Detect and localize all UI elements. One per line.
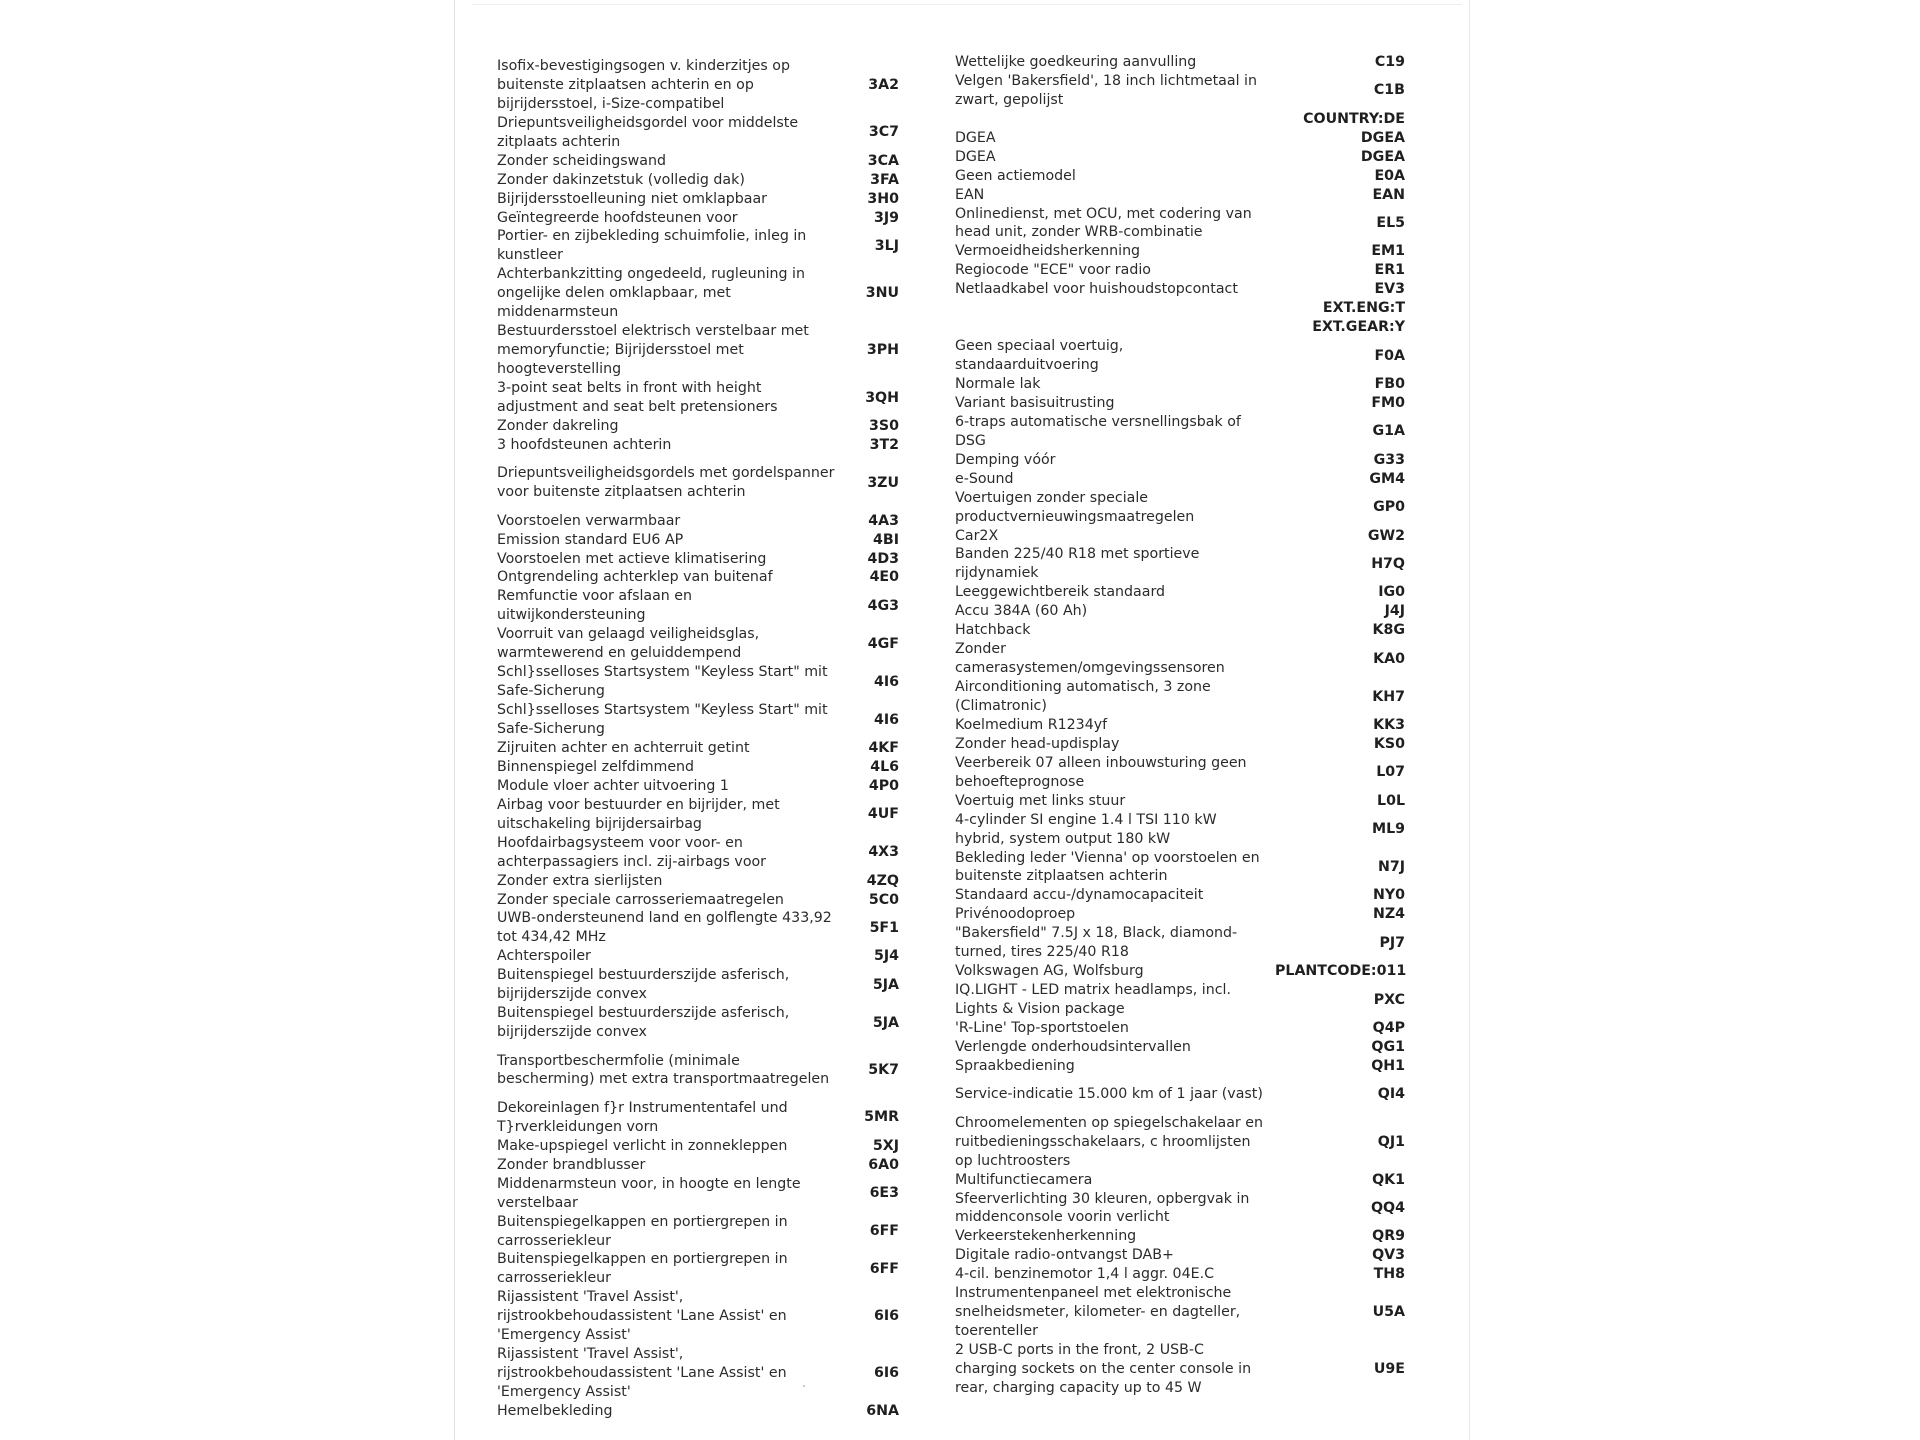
option-description: Remfunctie voor afslaan en uitwijkondersteuning — [497, 588, 693, 624]
option-description: Hatchback — [955, 622, 1031, 639]
option-description: DGEA — [955, 129, 996, 146]
option-code: 3J9 — [873, 209, 899, 226]
option-row — [497, 265, 967, 322]
option-row — [497, 1250, 967, 1288]
option-description: 4-cylinder SI engine 1.4 l TSI 110 kW hybrid, system output 180 kW — [955, 811, 1217, 847]
option-row — [497, 1137, 967, 1156]
option-code: K8G — [1372, 622, 1405, 639]
option-description: Voertuigen zonder speciale productvernieuwingsmaatregelen — [955, 489, 1195, 525]
option-code: 3FA — [870, 171, 899, 188]
option-description: Middenarmsteun voor, in hoogte en lengte verstelbaar — [497, 1175, 801, 1211]
option-row — [955, 167, 1405, 186]
option-code: U9E — [1373, 1360, 1405, 1377]
option-code: KH7 — [1372, 688, 1405, 705]
option-row — [955, 735, 1405, 754]
option-row — [497, 663, 967, 701]
option-description: 3-point seat belts in front with height adjustment and seat belt pretensioners — [497, 380, 778, 416]
option-row — [497, 171, 967, 190]
option-code: 3S0 — [869, 417, 899, 434]
option-code: 4E0 — [869, 569, 899, 586]
option-row — [955, 280, 1405, 299]
option-code: 3NU — [865, 285, 899, 302]
option-row — [955, 527, 1405, 546]
option-code: FM0 — [1371, 394, 1405, 411]
option-row — [497, 1402, 967, 1421]
option-description: Buitenspiegelkappen en portiergrepen in carrosseriekleur — [497, 1213, 788, 1249]
option-row — [497, 1213, 967, 1251]
option-code: COUNTRY:DE — [1303, 110, 1405, 127]
option-row — [955, 1038, 1405, 1057]
option-code: NZ4 — [1372, 906, 1405, 923]
option-row — [955, 545, 1405, 583]
option-description: Driepuntsveiligheidsgordels met gordelspanner voor buitenste zitplaatsen achterin — [497, 465, 835, 501]
option-row — [955, 129, 1405, 148]
option-code: PLANTCODE:011 — [1275, 963, 1407, 980]
option-row — [497, 455, 967, 512]
option-code: GP0 — [1373, 499, 1405, 516]
option-row — [955, 1284, 1405, 1341]
option-code: QR9 — [1372, 1228, 1405, 1245]
option-code: KS0 — [1373, 735, 1405, 752]
option-code: 4BI — [873, 531, 899, 548]
option-code: 4GF — [867, 635, 899, 652]
option-row — [955, 1076, 1405, 1114]
option-description: Banden 225/40 R18 met sportieve rijdynamiek — [955, 546, 1200, 582]
option-code: 5K7 — [868, 1062, 899, 1078]
option-description: Vermoeidheidsherkenning — [955, 243, 1141, 260]
option-row — [955, 205, 1405, 243]
option-code: EXT.ENG:T — [1322, 300, 1405, 317]
option-code: EL5 — [1376, 214, 1405, 231]
option-code: EV3 — [1374, 281, 1405, 298]
option-description: Hemelbekleding — [497, 1403, 613, 1420]
option-row — [497, 209, 967, 228]
option-row — [955, 621, 1405, 640]
option-row — [497, 587, 967, 625]
option-description: Achterbankzitting ongedeeld, rugleuning in ongelijke delen omklapbaar, met middenarmsteun — [497, 266, 805, 321]
option-row — [497, 550, 967, 569]
option-row — [955, 849, 1405, 887]
option-description: Wettelijke goedkeuring aanvulling — [955, 54, 1197, 70]
option-description: Car2X — [955, 527, 999, 544]
option-row — [955, 242, 1405, 261]
option-description: Voorstoelen met actieve klimatisering — [497, 550, 767, 567]
option-description: Geen actiemodel — [955, 167, 1076, 184]
option-description: Schl}sselloses Startsystem "Keyless Start" mit Safe-Sicherung — [497, 702, 828, 738]
option-code: 5F1 — [869, 919, 899, 936]
option-description: Voertuig met links stuur — [955, 792, 1126, 809]
option-code: 5J4 — [873, 948, 899, 965]
option-code: N7J — [1377, 859, 1405, 875]
scan-top-edge — [472, 4, 1462, 5]
option-code: G33 — [1373, 451, 1405, 468]
option-description: UWB-ondersteunend land en golflengte 433,92 tot 434,42 MHz — [497, 910, 832, 946]
option-description: Koelmedium R1234yf — [955, 716, 1108, 733]
option-code: PXC — [1373, 991, 1405, 1008]
option-code: DGEA — [1360, 148, 1405, 165]
option-description: Hoofdairbagsysteem voor voor- en achterpassagiers incl. zij-airbags voor — [497, 834, 767, 870]
option-code: F0A — [1374, 347, 1405, 364]
option-row — [955, 640, 1405, 678]
option-description: EAN — [955, 186, 985, 203]
option-description: Transportbeschermfolie (minimale bescherming) met extra transportmaatregelen — [497, 1052, 830, 1088]
option-row — [497, 1004, 967, 1042]
option-description: Airbag voor bestuurder en bijrijder, met uitschakeling bijrijdersairbag — [497, 796, 780, 832]
option-description: Voorstoelen verwarmbaar — [497, 512, 681, 529]
option-description: IQ.LIGHT - LED matrix headlamps, incl. Lights & Vision package — [955, 982, 1231, 1018]
option-code: L0L — [1377, 792, 1405, 809]
option-code: 5XJ — [872, 1137, 899, 1154]
option-row — [497, 1175, 967, 1213]
option-row — [497, 57, 967, 114]
option-description: Normale lak — [955, 375, 1041, 392]
option-description: Verkeerstekenherkenning — [955, 1228, 1137, 1245]
option-description: DGEA — [955, 148, 996, 165]
option-row — [955, 754, 1405, 792]
option-code: J4J — [1384, 603, 1405, 620]
option-code: ER1 — [1374, 262, 1405, 279]
option-description: Leeggewichtbereik standaard — [955, 584, 1166, 601]
option-code: 4L6 — [870, 758, 899, 775]
option-description: 4-cil. benzinemotor 1,4 l aggr. 04E.C — [955, 1266, 1214, 1283]
option-row — [955, 470, 1405, 489]
option-row — [955, 1265, 1405, 1284]
option-code: 3QH — [865, 389, 899, 406]
option-code: 4A3 — [868, 512, 899, 529]
option-description: Buitenspiegelkappen en portiergrepen in carrosseriekleur — [497, 1251, 788, 1287]
option-description: Rijassistent 'Travel Assist', rijstrookbehoudassistent 'Lane Assist' en 'Emergency Assist' — [497, 1289, 787, 1344]
option-code: Q4P — [1372, 1020, 1405, 1037]
option-code: IG0 — [1378, 584, 1405, 601]
option-row — [497, 1042, 967, 1099]
option-description: Emission standard EU6 AP — [497, 531, 684, 548]
option-row — [497, 436, 967, 455]
option-row — [497, 531, 967, 550]
option-description: Buitenspiegel bestuurderszijde asferisch, bijrijderszijde convex — [497, 967, 790, 1003]
option-row — [955, 148, 1405, 167]
option-code: 5JA — [872, 976, 899, 993]
option-description: Verlengde onderhoudsintervallen — [955, 1038, 1191, 1055]
option-row — [955, 1341, 1405, 1398]
option-code: E0A — [1374, 167, 1405, 184]
option-row — [955, 413, 1405, 451]
option-row — [497, 758, 967, 777]
option-description: Multifunctiecamera — [955, 1171, 1093, 1188]
option-code: TH8 — [1373, 1266, 1405, 1283]
option-row — [497, 512, 967, 531]
option-code: 3C7 — [868, 124, 899, 141]
option-code: 5MR — [864, 1109, 899, 1126]
option-row — [497, 796, 967, 834]
option-row — [497, 568, 967, 587]
option-description: Volkswagen AG, Wolfsburg — [955, 963, 1144, 980]
option-row — [497, 1345, 967, 1402]
option-code: PJ7 — [1379, 934, 1405, 951]
option-row — [955, 451, 1405, 470]
option-row — [497, 114, 967, 152]
option-code: 3A2 — [868, 76, 899, 93]
option-description: Regiocode "ECE" voor radio — [955, 262, 1151, 279]
option-code: FB0 — [1374, 375, 1405, 392]
option-row — [497, 379, 967, 417]
option-description: Variant basisuitrusting — [955, 394, 1115, 411]
option-description: Netlaadkabel voor huishoudstopcontact — [955, 281, 1238, 298]
option-description: Zonder extra sierlijsten — [497, 872, 663, 889]
option-description: Isofix-bevestigingsogen v. kinderzitjes op buitenste zitplaatsen achterin en op bijrijdersstoel, i-Size-compatibel — [497, 58, 790, 112]
option-row — [955, 318, 1405, 337]
option-row — [955, 489, 1405, 527]
option-code: L07 — [1376, 764, 1405, 781]
option-row — [497, 1288, 967, 1345]
option-code: C1B — [1373, 82, 1405, 99]
option-row — [955, 962, 1405, 981]
option-description: Rijassistent 'Travel Assist', rijstrookbehoudassistent 'Lane Assist' en 'Emergency Assist' — [497, 1346, 787, 1401]
option-code: 3T2 — [869, 436, 899, 453]
option-description: Zonder dakreling — [497, 417, 619, 434]
option-description: Geïntegreerde hoofdsteunen voor — [497, 209, 738, 226]
option-description: Accu 384A (60 Ah) — [955, 603, 1088, 620]
option-description: Chroomelementen op spiegelschakelaar en ruitbedieningsschakelaars, c hroomlijsten op luchtroosters — [955, 1114, 1263, 1169]
option-description: Driepuntsveiligheidsgordel voor middelste zitplaats achterin — [497, 114, 799, 150]
option-code: 3CA — [867, 152, 899, 169]
option-row — [497, 417, 967, 436]
option-description: Zonder head-updisplay — [955, 735, 1120, 752]
option-description: Buitenspiegel bestuurderszijde asferisch, bijrijderszijde convex — [497, 1005, 790, 1041]
option-code: ML9 — [1371, 821, 1405, 838]
option-code: 5C0 — [868, 891, 899, 908]
option-code: DGEA — [1360, 129, 1405, 146]
option-description: Binnenspiegel zelfdimmend — [497, 758, 695, 775]
option-code: QQ4 — [1371, 1199, 1405, 1216]
option-code: 3ZU — [867, 474, 899, 491]
option-code: 6A0 — [868, 1156, 899, 1173]
option-description: Make-upspiegel verlicht in zonnekleppen — [497, 1137, 788, 1154]
option-description: Zonder scheidingswand — [497, 152, 666, 169]
option-row — [497, 322, 967, 379]
option-description: Spraakbediening — [955, 1057, 1075, 1074]
option-row — [497, 625, 967, 663]
left-equipment-column — [497, 57, 967, 1421]
option-code: 4I6 — [873, 711, 899, 728]
option-row — [955, 110, 1405, 129]
option-code: 4X3 — [868, 844, 899, 861]
option-code: GM4 — [1369, 470, 1405, 487]
option-row — [955, 583, 1405, 602]
option-row — [955, 1246, 1405, 1265]
option-description: Module vloer achter uitvoering 1 — [497, 777, 729, 794]
option-code: EXT.GEAR:Y — [1312, 319, 1405, 336]
option-row — [955, 337, 1405, 375]
option-code: KK3 — [1373, 716, 1405, 733]
option-row — [955, 678, 1405, 716]
option-code: 6E3 — [869, 1185, 899, 1202]
option-description: Standaard accu-/dynamocapaciteit — [955, 887, 1204, 904]
option-row — [497, 1099, 967, 1137]
option-code: 6I6 — [873, 1308, 899, 1325]
option-row — [497, 701, 967, 739]
option-code: 3LJ — [874, 237, 899, 254]
option-description: Voorruit van gelaagd veiligheidsglas, warmtewerend en geluiddempend — [497, 626, 760, 662]
option-row — [497, 777, 967, 796]
option-row — [955, 1114, 1405, 1171]
option-row — [955, 602, 1405, 621]
option-description: Onlinedienst, met OCU, met codering van head unit, zonder WRB-combinatie — [955, 205, 1252, 241]
option-description: Instrumentenpaneel met elektronische snelheidsmeter, kilometer- en dagteller, toerenteller — [955, 1285, 1241, 1340]
option-row — [497, 739, 967, 758]
option-description: Demping vóór — [955, 451, 1056, 468]
option-row — [955, 905, 1405, 924]
option-code: NY0 — [1372, 887, 1405, 904]
option-code: KA0 — [1373, 650, 1405, 667]
option-row — [955, 394, 1405, 413]
option-description: Dekoreinlagen f}r Instrumententafel und T}rverkleidungen vorn — [497, 1099, 788, 1135]
option-code: U5A — [1372, 1304, 1405, 1321]
option-row — [955, 716, 1405, 735]
option-description: Velgen 'Bakersfield', 18 inch lichtmetaal in zwart, gepolijst — [955, 72, 1257, 108]
option-description: 3 hoofdsteunen achterin — [497, 436, 672, 453]
option-row — [955, 1057, 1405, 1076]
option-code: 4ZQ — [866, 872, 899, 889]
option-row — [955, 375, 1405, 394]
option-description: Zonder dakinzetstuk (volledig dak) — [497, 171, 745, 188]
option-code: GW2 — [1367, 527, 1405, 544]
option-code: 6NA — [866, 1403, 899, 1420]
option-description: Zijruiten achter en achterruit getint — [497, 739, 750, 756]
option-description: Airconditioning automatisch, 3 zone (Climatronic) — [955, 679, 1211, 714]
option-row — [497, 190, 967, 209]
option-description: Digitale radio-ontvangst DAB+ — [955, 1247, 1174, 1264]
option-code: G1A — [1372, 423, 1405, 440]
option-description: Service-indicatie 15.000 km of 1 jaar (vast) — [955, 1086, 1263, 1103]
option-code: 6FF — [869, 1223, 899, 1240]
option-description: "Bakersfield" 7.5J x 18, Black, diamond-turned, tires 225/40 R18 — [955, 925, 1238, 961]
option-code: 6FF — [869, 1260, 899, 1277]
option-row — [497, 1156, 967, 1175]
option-description: e-Sound — [955, 470, 1014, 487]
option-row — [497, 872, 967, 891]
option-row — [497, 834, 967, 872]
option-row — [497, 947, 967, 966]
option-description: Zonder brandblusser — [497, 1156, 646, 1173]
option-row — [497, 152, 967, 171]
option-description: Bestuurdersstoel elektrisch verstelbaar met memoryfunctie; Bijrijdersstoel met hoogteverstelling — [497, 323, 809, 378]
option-code: EM1 — [1371, 243, 1405, 260]
option-row — [955, 1227, 1405, 1246]
right-equipment-column — [955, 53, 1405, 1398]
option-description: Sfeerverlichting 30 kleuren, opbergvak in middenconsole voorin verlicht — [955, 1190, 1250, 1226]
option-row — [955, 261, 1405, 280]
option-description: 2 USB-C ports in the front, 2 USB-C charging sockets on the center console in rear, charging capacity up to 45 W — [955, 1342, 1252, 1396]
option-description: 6-traps automatische versnellingsbak of DSG — [955, 413, 1241, 449]
option-code: 6I6 — [873, 1365, 899, 1382]
option-row — [955, 1190, 1405, 1228]
option-code: 4P0 — [868, 777, 899, 794]
option-code: EAN — [1372, 186, 1405, 203]
option-code: QJ1 — [1377, 1133, 1405, 1150]
option-code: 4UF — [867, 806, 899, 823]
option-code: QI4 — [1377, 1086, 1405, 1103]
option-row — [497, 909, 967, 947]
option-code: QG1 — [1371, 1038, 1405, 1055]
option-code: QH1 — [1371, 1057, 1405, 1074]
option-row — [497, 891, 967, 910]
option-code: 4D3 — [867, 550, 899, 567]
option-row — [955, 924, 1405, 962]
option-description: Geen speciaal voertuig, standaarduitvoering — [955, 338, 1124, 374]
option-row — [955, 186, 1405, 205]
scan-speck — [803, 1385, 805, 1387]
option-code: 4I6 — [873, 673, 899, 690]
option-row — [955, 981, 1405, 1019]
option-row — [955, 886, 1405, 905]
option-code: 3PH — [866, 342, 899, 359]
option-code: H7Q — [1371, 555, 1405, 572]
option-description: Veerbereik 07 alleen inbouwsturing geen behoefteprognose — [955, 754, 1247, 790]
option-description: Zonder speciale carrosseriemaatregelen — [497, 891, 784, 908]
option-row — [497, 966, 967, 1004]
option-code: 4G3 — [867, 597, 899, 614]
option-row — [955, 811, 1405, 849]
option-row — [955, 1019, 1405, 1038]
option-description: Privénoodoproep — [955, 906, 1076, 923]
option-row — [955, 1171, 1405, 1190]
option-row — [955, 53, 1405, 72]
option-description: Zonder camerasystemen/omgevingssensoren — [955, 641, 1225, 677]
option-description: Bekleding leder 'Vienna' op voorstoelen en buitenste zitplaatsen achterin — [955, 849, 1260, 885]
option-code: 4KF — [868, 739, 899, 756]
option-code: QK1 — [1372, 1171, 1405, 1188]
option-description: Bijrijdersstoelleuning niet omklapbaar — [497, 190, 768, 207]
option-code: QV3 — [1372, 1247, 1405, 1264]
option-code: 5JA — [872, 1014, 899, 1031]
option-row — [497, 227, 967, 265]
option-code: 3H0 — [867, 190, 899, 207]
option-description: Ontgrendeling achterklep van buitenaf — [497, 569, 773, 586]
option-code: C19 — [1374, 54, 1405, 70]
option-description: Portier- en zijbekleding schuimfolie, inleg in kunstleer — [497, 228, 807, 264]
option-description: Schl}sselloses Startsystem "Keyless Start" mit Safe-Sicherung — [497, 664, 828, 700]
option-description: 'R-Line' Top-sportstoelen — [955, 1020, 1129, 1037]
option-row — [955, 792, 1405, 811]
option-row — [955, 299, 1405, 318]
option-row — [955, 72, 1405, 110]
option-description: Achterspoiler — [497, 948, 591, 965]
